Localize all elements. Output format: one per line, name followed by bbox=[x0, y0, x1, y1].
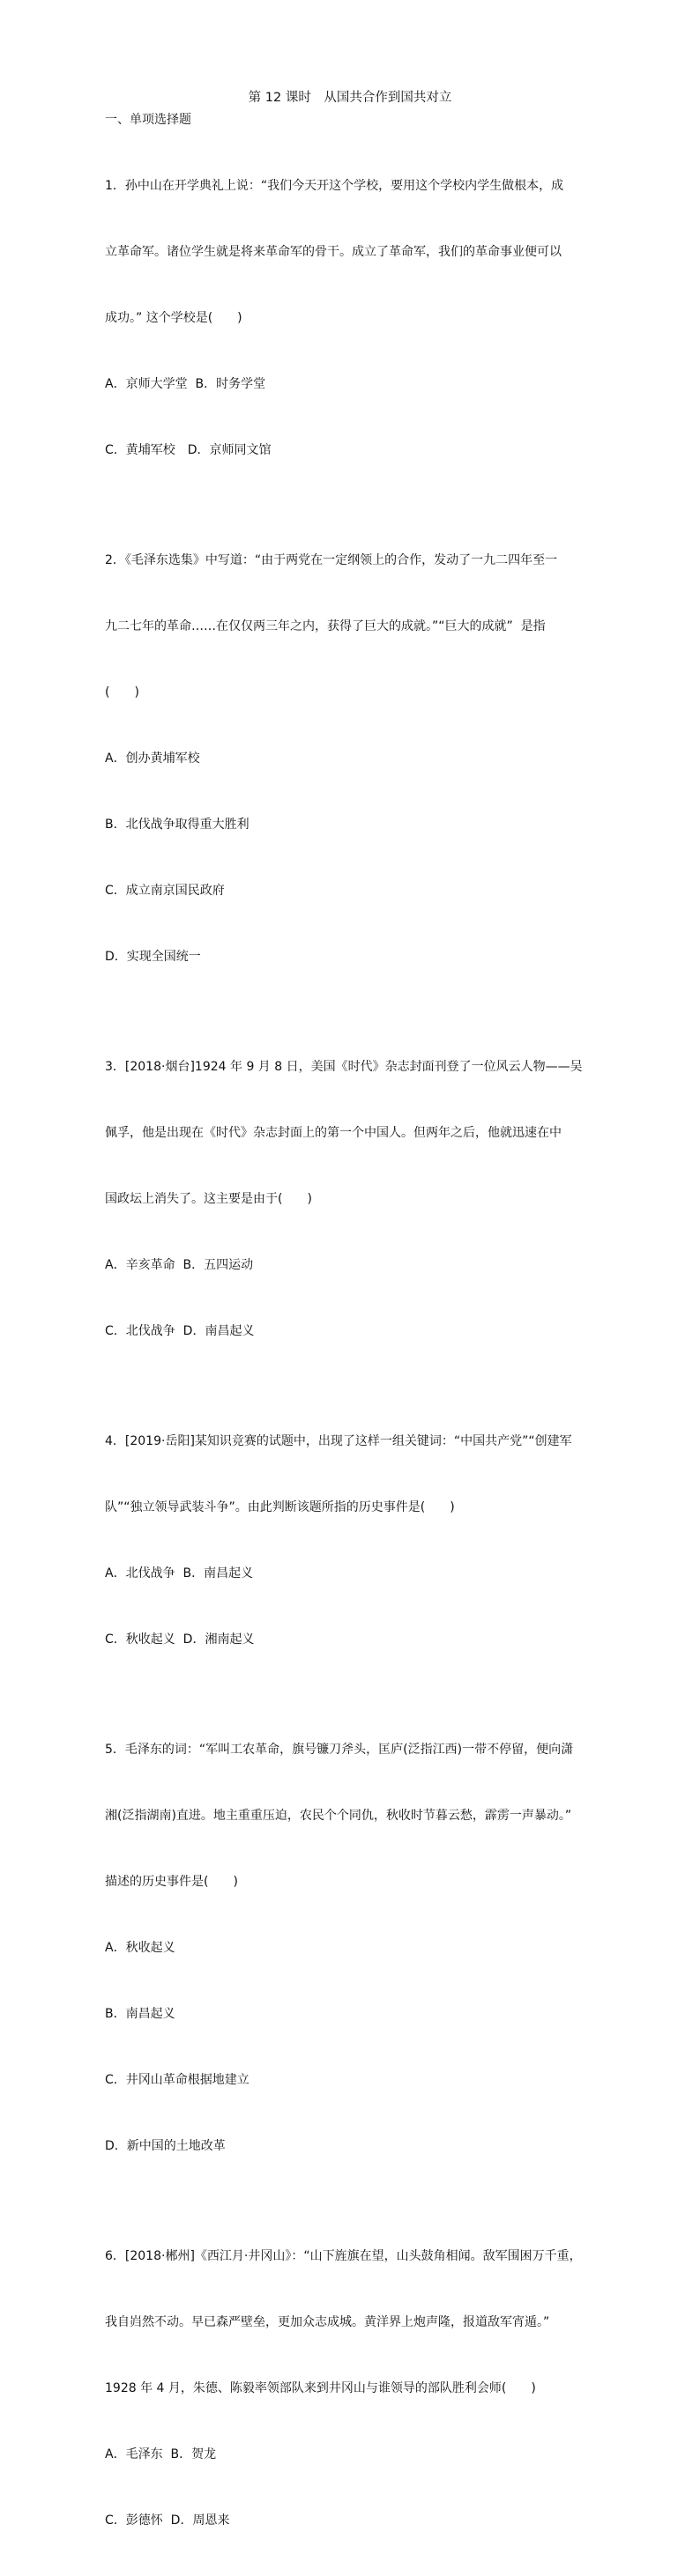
option-line: A．秋收起义 bbox=[105, 1941, 175, 1955]
page-title: 第 12 课时 从国共合作到国共对立 bbox=[248, 91, 452, 105]
option-line: D．实现全国统一 bbox=[105, 950, 201, 964]
question-text-line: 4．[2019·岳阳]某知识竞赛的试题中，出现了这样一组关键词：“中国共产党”“创建军 bbox=[105, 1434, 572, 1448]
option-line: A．京师大学堂 B．时务学堂 bbox=[105, 377, 266, 391]
option-line: C．彭德怀 D．周恩来 bbox=[105, 2513, 230, 2528]
question-text-line: 国政坛上消失了。这主要是由于( ) bbox=[105, 1192, 312, 1206]
option-line: A．毛泽东 B．贺龙 bbox=[105, 2447, 217, 2461]
question-text-line: 佩孚，他是出现在《时代》杂志封面上的第一个中国人。但两年之后，他就迅速在中 bbox=[105, 1126, 562, 1140]
option-line: A．北伐战争 B．南昌起义 bbox=[105, 1566, 254, 1580]
question-6 bbox=[105, 2202, 595, 2576]
question-text-line: 5．毛泽东的词：“军叫工农革命，旗号镰刀斧头，匡庐(泛指江西)一带不停留，便向潇 bbox=[105, 1743, 574, 1757]
question-text-line: 1．孙中山在开学典礼上说：“我们今天开这个学校，要用这个学校内学生做根本，成 bbox=[105, 179, 564, 193]
option-line: C．黄埔军校 D．京师同文馆 bbox=[105, 443, 272, 457]
question-5 bbox=[105, 1695, 595, 2202]
question-1 bbox=[105, 131, 595, 506]
question-text-line: ( ) bbox=[105, 685, 139, 700]
option-line: B．北伐战争取得重大胜利 bbox=[105, 818, 249, 832]
option-line: A．辛亥革命 B．五四运动 bbox=[105, 1258, 254, 1272]
option-line: C．北伐战争 D．南昌起义 bbox=[105, 1324, 255, 1338]
option-line: C．成立南京国民政府 bbox=[105, 884, 225, 898]
section-heading: 一、单项选择题 bbox=[105, 113, 191, 127]
question-text-line: 立革命军。诸位学生就是将来革命军的骨干。成立了革命军，我们的革命事业便可以 bbox=[105, 245, 562, 259]
question-text-line: 成功。” 这个学校是( ) bbox=[105, 311, 242, 325]
option-line: B．南昌起义 bbox=[105, 2007, 175, 2021]
question-text-line: 队”“独立领导武装斗争”。由此判断该题所指的历史事件是( ) bbox=[105, 1500, 455, 1514]
question-2 bbox=[105, 506, 595, 1012]
option-line: C．井冈山革命根据地建立 bbox=[105, 2073, 249, 2087]
question-text-line: 描述的历史事件是( ) bbox=[105, 1875, 238, 1889]
question-text-line: 九二七年的革命……在仅仅两三年之内，获得了巨大的成就。”“巨大的成就” 是指 bbox=[105, 619, 546, 633]
question-text-line: 3．[2018·烟台]1924 年 9 月 8 日，美国《时代》杂志封面刊登了一位风云人物——吴 bbox=[105, 1060, 583, 1074]
question-text-line: 2．《毛泽东选集》中写道：“由于两党在一定纲领上的合作，发动了一九二四年至一 bbox=[105, 553, 558, 567]
option-line: A．创办黄埔军校 bbox=[105, 751, 200, 766]
question-4 bbox=[105, 1387, 595, 1695]
question-text-line: 我自岿然不动。早已森严壁垒，更加众志成城。黄洋界上炮声隆，报道敌军宵遁。” bbox=[105, 2315, 550, 2329]
option-line: C．秋收起义 D．湘南起义 bbox=[105, 1632, 255, 1647]
question-3 bbox=[105, 1012, 595, 1387]
question-text-line: 6．[2018·郴州]《西江月·井冈山》：“山下旌旗在望，山头鼓角相闻。敌军围困万千重， bbox=[105, 2249, 582, 2263]
question-text-line: 1928 年 4 月，朱德、陈毅率领部队来到井冈山与谁领导的部队胜利会师( ) bbox=[105, 2381, 536, 2395]
question-text-line: 湘(泛指湖南)直进。地主重重压迫，农民个个同仇，秋收时节暮云愁，霹雳一声暴动。” bbox=[105, 1809, 572, 1823]
option-line: D．新中国的土地改革 bbox=[105, 2139, 226, 2153]
question-content bbox=[105, 109, 595, 2576]
